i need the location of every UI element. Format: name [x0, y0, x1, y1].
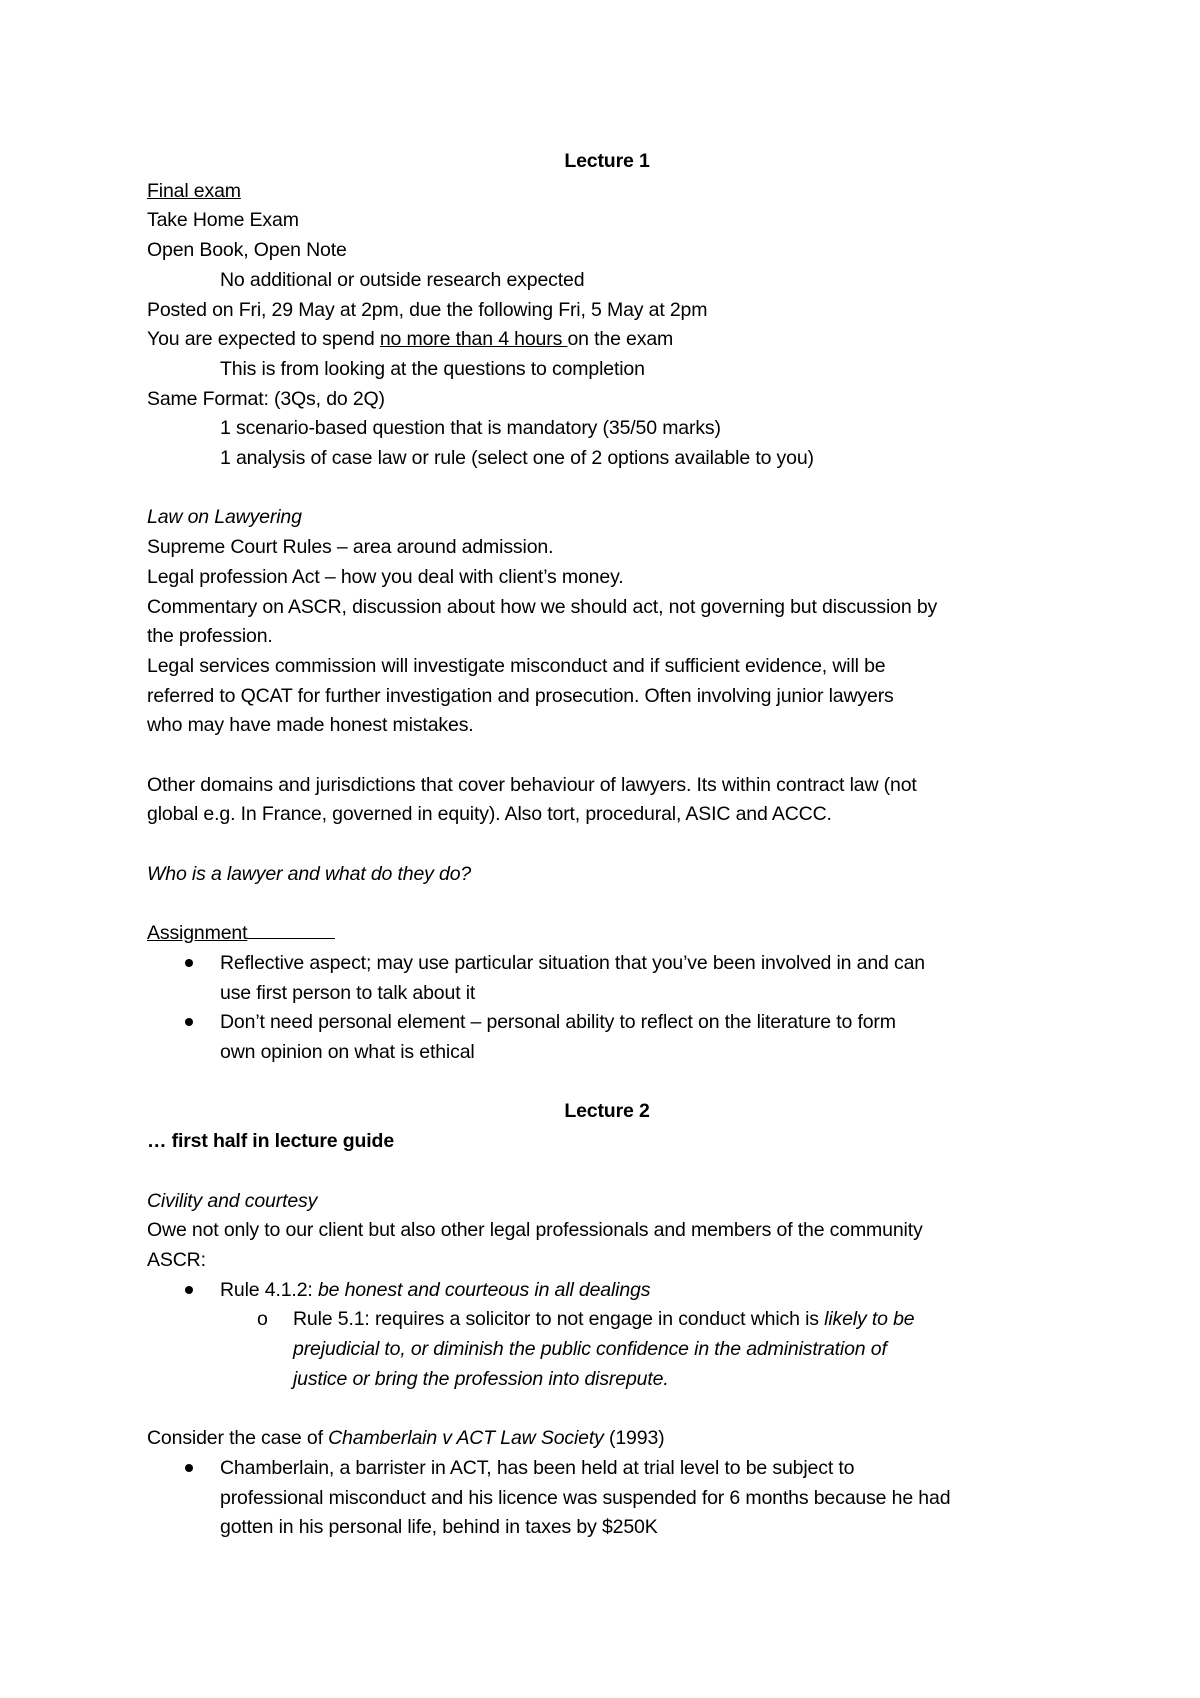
lsc-line-2: referred to QCAT for further investigation and prosecution. Often involving junior lawyers [147, 684, 894, 707]
owe-line: Owe not only to our client but also other legal professionals and members of the community [147, 1219, 923, 1242]
rule-51-quote-1: likely to be [824, 1308, 915, 1331]
posted-line: Posted on Fri, 29 May at 2pm, due the following Fri, 5 May at 2pm [147, 298, 708, 321]
blank-line [147, 830, 1067, 860]
rule-412-bullet [147, 1276, 1067, 1306]
case-name: Chamberlain v ACT Law Society [328, 1427, 604, 1450]
civility-heading: Civility and courtesy [147, 1189, 318, 1212]
commentary-line-2: the profession. [147, 625, 273, 648]
spend-post: on the exam [567, 328, 674, 351]
case-year: (1993) [603, 1427, 665, 1450]
legal-prof-line: Legal profession Act – how you deal with client’s money. [147, 565, 624, 588]
blank-line [147, 741, 1067, 771]
bullet-text: own opinion on what is ethical [220, 1041, 475, 1064]
assignment-label: Assignment [147, 922, 248, 945]
blank-line [147, 1157, 1067, 1187]
same-format-line: Same Format: (3Qs, do 2Q) [147, 387, 385, 410]
bullet-text: Reflective aspect; may use particular situation that you’ve been involved in and can [220, 951, 925, 974]
other-line-2: global e.g. In France, governed in equity). Also tort, procedural, ASIC and ACCC. [147, 803, 832, 826]
law-on-lawyering-heading: Law on Lawyering [147, 506, 302, 529]
first-half-line: … first half in lecture guide [147, 1130, 395, 1153]
other-line-1: Other domains and jurisdictions that cover behaviour of lawyers. Its within contract law (not [147, 773, 917, 796]
assignment-bullet-1 [147, 949, 1067, 1008]
spend-line [147, 325, 1067, 355]
supreme-line: Supreme Court Rules – area around admission. [147, 536, 554, 559]
rule-51-label: Rule 5.1: requires a solicitor to not engage in conduct which is [293, 1308, 825, 1331]
lecture-2-heading: Lecture 2 [564, 1100, 650, 1123]
rule-412-quote: be honest and courteous in all dealings [317, 1278, 651, 1301]
final-exam-heading: Final exam [147, 179, 241, 202]
bullet-text: use first person to talk about it [220, 981, 476, 1004]
lecture-1-heading: Lecture 1 [564, 150, 650, 172]
circle-bullet-icon: o [257, 1308, 268, 1331]
rule-412-text [220, 1276, 1067, 1306]
scenario-line: 1 scenario-based question that is mandatory (35/50 marks) [220, 417, 721, 440]
bullet-icon [185, 1018, 193, 1026]
rule-51-quote-3: justice or bring the profession into disrepute. [293, 1367, 669, 1390]
commentary-line-1: Commentary on ASCR, discussion about how we should act, not governing but discussion by [147, 595, 938, 618]
ascr-line: ASCR: [147, 1248, 206, 1271]
chamberlain-line-3: gotten in his personal life, behind in taxes by $250K [220, 1516, 658, 1539]
who-heading: Who is a lawyer and what do they do? [147, 862, 472, 885]
consider-pre: Consider the case of [147, 1427, 329, 1450]
bullet-icon [185, 1286, 193, 1294]
rule-51-quote-2: prejudicial to, or diminish the public confidence in the administration of [293, 1338, 887, 1361]
consider-line [147, 1424, 1067, 1454]
lsc-line-1: Legal services commission will investigate misconduct and if sufficient evidence, will be [147, 654, 886, 677]
chamberlain-line-1: Chamberlain, a barrister in ACT, has been held at trial level to be subject to [220, 1456, 855, 1479]
lsc-line-3: who may have made honest mistakes. [147, 714, 474, 737]
bullet-text: Don’t need personal element – personal ability to reflect on the literature to form [220, 1011, 896, 1034]
rule-51-line-1 [293, 1305, 1067, 1335]
assignment-bullet-2 [147, 1008, 1067, 1067]
spend-pre: You are expected to spend [147, 328, 380, 351]
assignment-heading [147, 919, 1067, 949]
open-book-line: Open Book, Open Note [147, 239, 347, 262]
bullet-icon [185, 1464, 193, 1472]
blank-line [147, 474, 1067, 504]
spend-underlined: no more than 4 hours [379, 328, 568, 351]
assignment-underline [247, 920, 335, 939]
take-home-line: Take Home Exam [147, 209, 299, 232]
from-looking-line: This is from looking at the questions to completion [220, 357, 645, 380]
bullet-icon [185, 959, 193, 967]
rule-412-label: Rule 4.1.2: [220, 1278, 318, 1301]
blank-line [147, 1068, 1067, 1098]
document-page [147, 147, 1067, 1543]
no-research-line: No additional or outside research expected [220, 268, 585, 291]
chamberlain-line-2: professional misconduct and his licence was suspended for 6 months because he had [220, 1486, 951, 1509]
blank-line [147, 890, 1067, 920]
chamberlain-bullet [147, 1454, 1067, 1543]
rule-51-subbullet [147, 1305, 1067, 1394]
blank-line [147, 1394, 1067, 1424]
analysis-line: 1 analysis of case law or rule (select one of 2 options available to you) [220, 447, 814, 470]
